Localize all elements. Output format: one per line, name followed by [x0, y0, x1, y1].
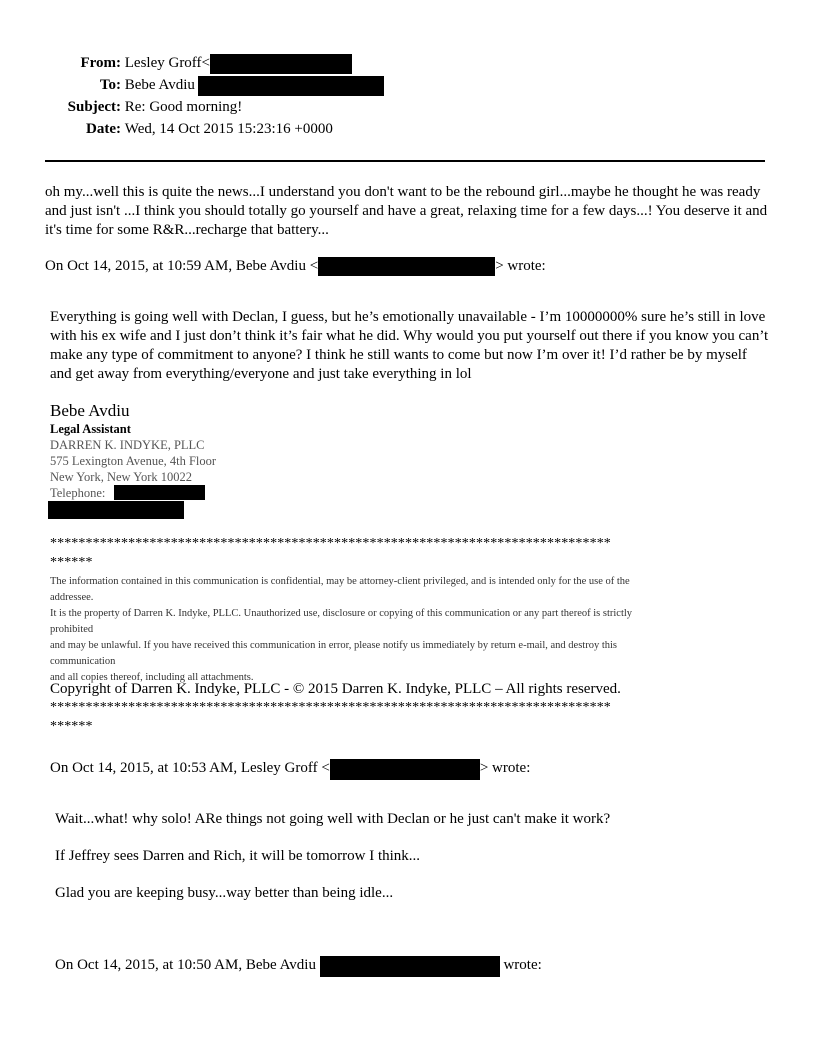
disclaimer-text — [50, 574, 770, 686]
attribution-3-suffix: wrote: — [503, 957, 542, 973]
stars-line-4: ****** — [50, 719, 93, 734]
from-bracket: < — [201, 55, 210, 71]
redaction-bar — [48, 501, 184, 519]
attribution-1-suffix: > wrote: — [495, 258, 546, 274]
disclaimer-line-7: and all copies thereof, including all attachments. — [50, 672, 254, 683]
attribution-2 — [50, 759, 530, 780]
stars-line-3: ******************************************************************************* — [50, 700, 611, 715]
attribution-1-prefix: On Oct 14, 2015, at 10:59 AM, Bebe Avdiu — [45, 258, 306, 274]
attribution-1-open: < — [309, 258, 319, 274]
redaction-bar — [318, 257, 495, 276]
from-label: From: — [80, 55, 121, 71]
subject-value: Re: Good morning! — [124, 99, 243, 115]
thread2-line-3: Glad you are keeping busy...way better than being idle... — [55, 885, 394, 901]
attribution-3-prefix: On Oct 14, 2015, at 10:50 AM, Bebe Avdiu — [55, 957, 316, 973]
signature-title: Legal Assistant — [50, 422, 131, 436]
redaction-bar — [320, 956, 500, 977]
disclaimer-line-1: The information contained in this communication is confidential, may be attorney-client privileged, and is intended only for the use of the — [50, 576, 630, 587]
redaction-bar — [114, 485, 205, 500]
disclaimer-line-2: addressee. — [50, 592, 94, 603]
subject-row — [40, 98, 242, 116]
disclaimer-line-6: communication — [50, 656, 116, 667]
redaction-bar — [210, 54, 352, 74]
attribution-1 — [45, 257, 546, 276]
thread2-line-1: Wait...what! why solo! ARe things not going well with Declan or he just can't make it work? — [55, 811, 611, 827]
from-row — [40, 54, 352, 74]
date-row — [40, 120, 333, 138]
disclaimer-line-5: and may be unlawful. If you have received this communication in error, please notify us immediately by return e-mail, and destroy this — [50, 640, 617, 651]
signature-name: Bebe Avdiu — [50, 401, 130, 420]
signature-address-1: 575 Lexington Avenue, 4th Floor — [50, 454, 217, 468]
attribution-2-suffix: > wrote: — [479, 760, 531, 776]
date-label: Date: — [86, 121, 121, 137]
signature-telephone-label: Telephone: — [50, 486, 106, 500]
subject-label: Subject: — [67, 99, 121, 115]
to-row — [40, 76, 384, 96]
attribution-2-prefix: On Oct 14, 2015, at 10:53 AM, Lesley Groff — [50, 760, 318, 776]
to-label: To: — [99, 77, 121, 93]
from-value: Lesley Groff — [124, 55, 202, 71]
date-value: Wed, 14 Oct 2015 15:23:16 +0000 — [124, 121, 333, 137]
redaction-bar — [198, 76, 384, 96]
signature-firm: DARREN K. INDYKE, PLLC — [50, 438, 205, 452]
redaction-bar — [330, 759, 480, 780]
stars-line-2: ****** — [50, 555, 93, 570]
thread2-line-2: If Jeffrey sees Darren and Rich, it will be tomorrow I think... — [55, 848, 421, 864]
disclaimer-line-4: prohibited — [50, 624, 94, 635]
attribution-3 — [55, 956, 542, 977]
reply-paragraph: oh my...well this is quite the news...I understand you don't want to be the rebound girl...maybe he thought he was ready and just isn't ...I think you should totally go yourself and have a great, relaxing time for a few days...! You deserve it and it's time for some R&R...recharge that battery... — [45, 184, 768, 238]
quoted-paragraph: Everything is going well with Declan, I guess, but he’s emotionally unavailable - I’m 10000000% sure he’s still in love with his ex wife and I just don’t think it’s fair what he did. Why would you put yourself out there if you know you can’t make any type of commitment to anyone? I think he still wants to come but now I’m over it! I’d rather be by myself and get away from everything/everyone and just take everything in lol — [50, 309, 769, 382]
attribution-2-open: < — [321, 760, 330, 776]
to-value: Bebe Avdiu — [124, 77, 195, 93]
signature-address-2: New York, New York 10022 — [50, 470, 193, 484]
copyright-line: Copyright of Darren K. Indyke, PLLC - © 2015 Darren K. Indyke, PLLC – All rights reserved. — [50, 681, 621, 697]
header-divider — [45, 160, 765, 162]
disclaimer-line-3: It is the property of Darren K. Indyke, PLLC. Unauthorized use, disclosure or copying of this communication or any part thereof is strictly — [50, 608, 633, 619]
stars-line-1: ******************************************************************************* — [50, 536, 611, 551]
